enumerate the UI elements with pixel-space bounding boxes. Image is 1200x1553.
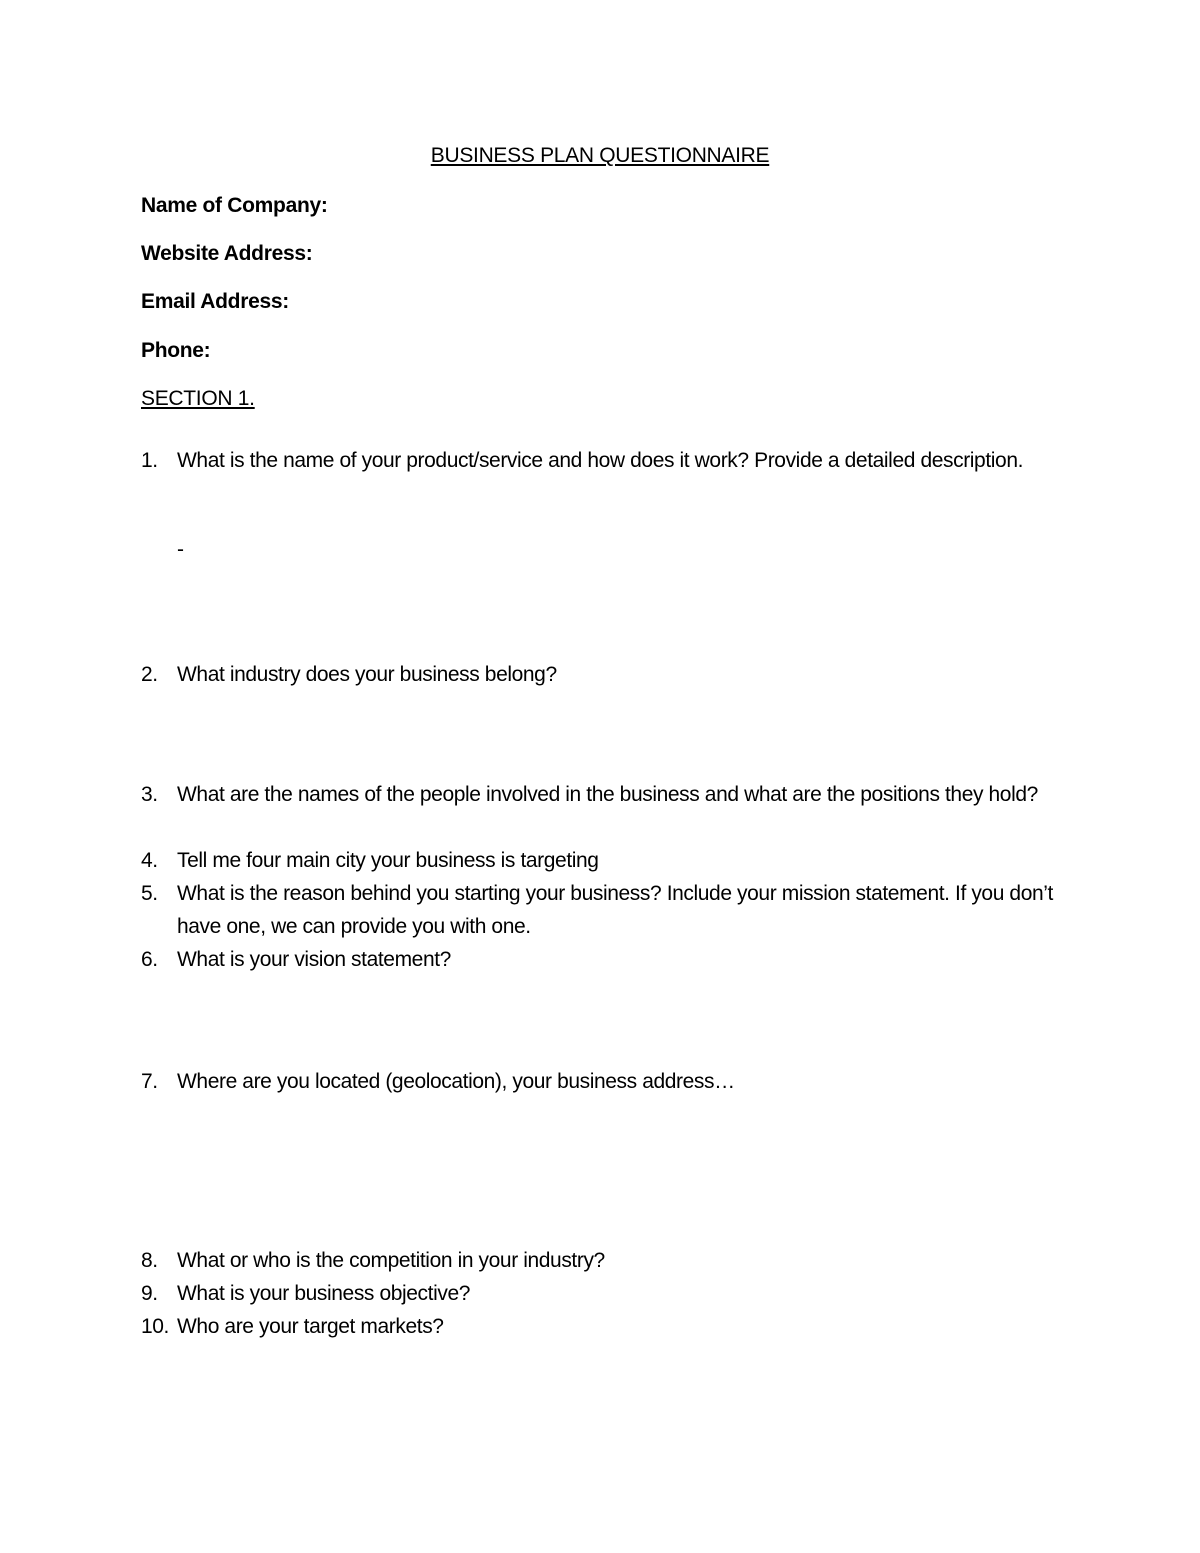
answer-placeholder: - <box>177 538 184 561</box>
question-text: What are the names of the people involved in the business and what are the positions they hold? <box>177 783 1038 806</box>
question-item <box>141 1277 1061 1310</box>
question-item <box>141 1244 1061 1277</box>
question-item <box>141 778 1061 811</box>
question-item <box>141 444 1061 477</box>
field-website-address: Website Address: <box>141 242 313 265</box>
question-text: Tell me four main city your business is targeting <box>177 849 599 872</box>
field-phone: Phone: <box>141 339 211 362</box>
question-item <box>141 1065 1061 1098</box>
question-number: 10. <box>141 1315 169 1338</box>
question-item <box>141 844 1061 877</box>
question-text: What or who is the competition in your industry? <box>177 1249 605 1272</box>
field-email-address: Email Address: <box>141 290 289 313</box>
question-number: 6. <box>141 948 158 971</box>
question-number: 5. <box>141 882 158 905</box>
question-number: 8. <box>141 1249 158 1272</box>
question-number: 4. <box>141 849 158 872</box>
question-number: 2. <box>141 663 158 686</box>
section-heading: SECTION 1. <box>141 387 255 410</box>
question-item <box>141 943 1061 976</box>
question-number: 9. <box>141 1282 158 1305</box>
question-text: What is the reason behind you starting your business? Include your mission statement. If you don’t have one, we can provide you with one. <box>177 882 1053 938</box>
field-company-name: Name of Company: <box>141 194 328 217</box>
document-title: BUSINESS PLAN QUESTIONNAIRE <box>430 144 770 167</box>
question-number: 3. <box>141 783 158 806</box>
question-text: What is the name of your product/service and how does it work? Provide a detailed description. <box>177 449 1024 472</box>
question-text: What is your business objective? <box>177 1282 471 1305</box>
question-text: What is your vision statement? <box>177 948 451 971</box>
question-text: Who are your target markets? <box>177 1315 444 1338</box>
question-number: 7. <box>141 1070 158 1093</box>
question-text: Where are you located (geolocation), your business address… <box>177 1070 735 1093</box>
question-number: 1. <box>141 449 158 472</box>
question-item <box>141 658 1061 691</box>
question-item <box>141 877 1061 943</box>
question-text: What industry does your business belong? <box>177 663 557 686</box>
question-item <box>141 1310 1061 1343</box>
